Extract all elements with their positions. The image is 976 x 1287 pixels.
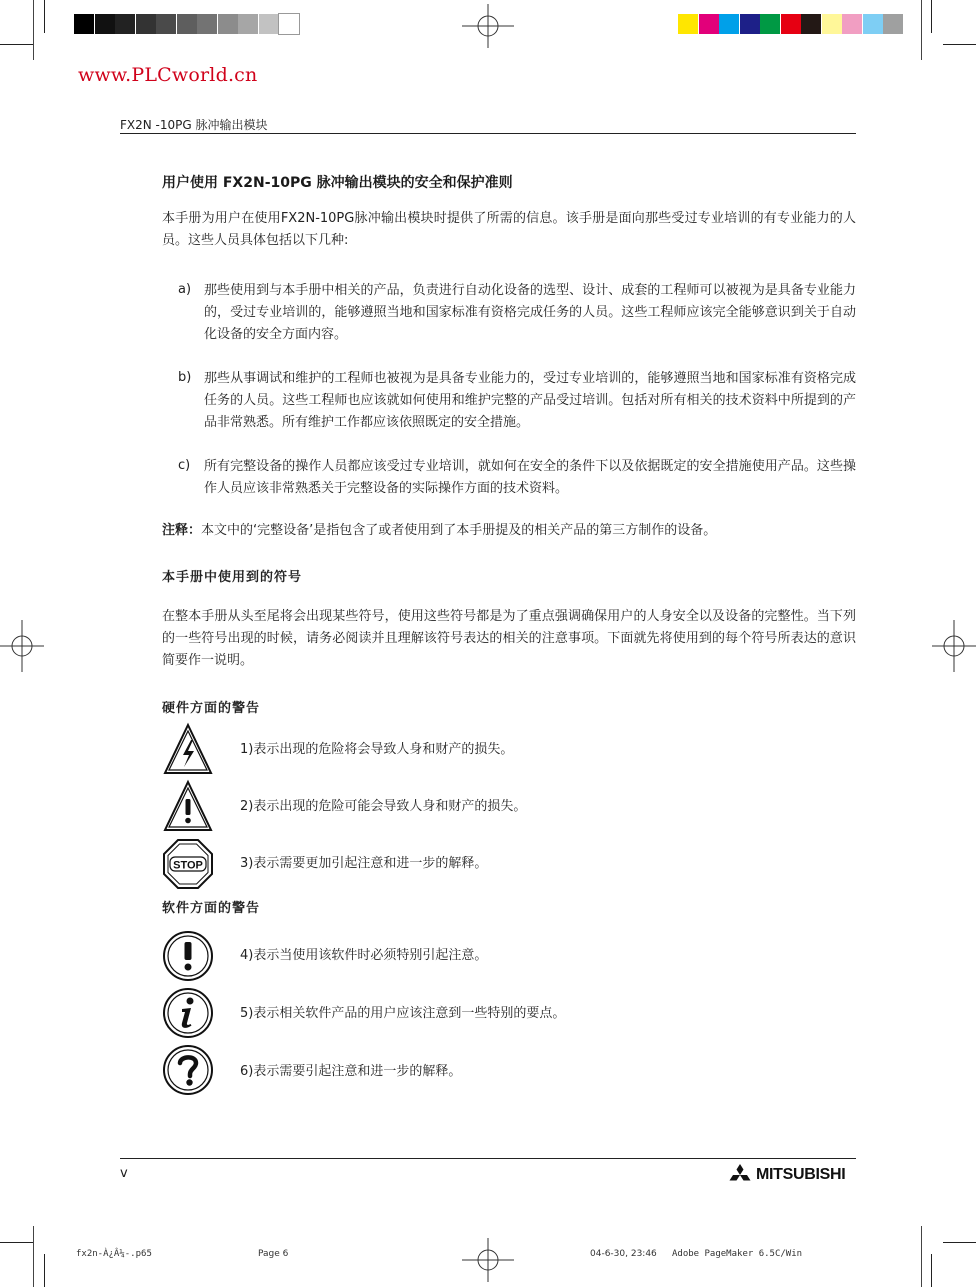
color-swatch <box>842 14 862 34</box>
symbols-intro: 在整本手册从头至尾将会出现某些符号，使用这些符号都是为了重点强调确保用户的人身安全以及设备的完整性。当下列的一些符号出现的时候，请务必阅读并且理解该符号表达的相关的注意事项。下面就先将使用到的每个符号所表达的意识简要作一说明。 <box>162 609 856 668</box>
note <box>162 520 856 542</box>
gray-swatch <box>136 14 156 34</box>
gray-swatch <box>279 14 299 34</box>
intro-paragraph: 本手册为用户在使用FX2N-10PG脉冲输出模块时提供了所需的信息。该手册是面向那些受过专业培训的有专业能力的人员。这些人员具体包括以下几种: <box>162 211 856 248</box>
list-item-label: b) <box>178 370 192 385</box>
question-icon <box>162 1044 214 1096</box>
symbols-heading: 本手册中使用到的符号 <box>162 570 303 585</box>
slug-file: fx2n-À¿Â¼-.p65 <box>76 1249 152 1259</box>
crop-mark <box>33 0 34 60</box>
electric-hazard-icon <box>162 722 214 776</box>
registration-mark <box>0 620 44 672</box>
color-swatch <box>678 14 698 34</box>
color-swatch <box>760 14 780 34</box>
stop-icon <box>162 838 214 890</box>
color-swatch <box>740 14 760 34</box>
running-header: FX2N -10PG 脉冲输出模块 <box>120 118 268 132</box>
note-text: 本文中的‘完整设备’是指包含了或者使用到了本手册提及的相关产品的第三方制作的设备。 <box>201 523 717 538</box>
gray-swatch <box>259 14 279 34</box>
list-item-label: a) <box>178 282 192 297</box>
software-heading: 软件方面的警告 <box>162 901 261 916</box>
symbol-description: 2)表示出现的危险可能会导致人身和财产的损失。 <box>240 799 527 814</box>
color-swatch <box>822 14 842 34</box>
gray-swatch <box>156 14 176 34</box>
list-item-text: 所有完整设备的操作人员都应该受过专业培训，就如何在安全的条件下以及依据既定的安全措施使用产品。这些操作人员应该非常熟悉关于完整设备的实际操作方面的技术资料。 <box>204 459 856 496</box>
note-label: 注释： <box>162 523 202 538</box>
crop-mark <box>33 1226 34 1287</box>
crop-mark <box>921 1226 922 1287</box>
registration-mark <box>932 620 976 672</box>
crop-mark <box>44 1254 45 1287</box>
symbol-description: 1)表示出现的危险将会导致人身和财产的损失。 <box>240 742 514 757</box>
crop-mark <box>0 44 33 45</box>
hardware-heading: 硬件方面的警告 <box>162 701 261 716</box>
gray-swatch <box>74 14 94 34</box>
crop-mark <box>931 0 932 33</box>
color-swatch <box>883 14 903 34</box>
header-rule <box>120 133 856 134</box>
crop-mark <box>943 1242 976 1243</box>
crop-mark <box>44 0 45 33</box>
slug-page: Page 6 <box>258 1249 289 1259</box>
gray-swatch <box>177 14 197 34</box>
site-url[interactable]: www.PLCworld.cn <box>78 64 258 86</box>
color-swatch <box>781 14 801 34</box>
three-diamonds-icon <box>728 1164 752 1186</box>
color-swatch <box>719 14 739 34</box>
stop-icon-label: STOP <box>173 859 203 872</box>
slug-date: 04-6-30, 23:46 <box>590 1249 657 1259</box>
symbol-description: 4)表示当使用该软件时必须特别引起注意。 <box>240 948 488 963</box>
mitsubishi-logo <box>728 1164 845 1186</box>
brand-name: MITSUBISHI <box>756 1166 846 1183</box>
gray-swatch <box>238 14 258 34</box>
color-swatch <box>699 14 719 34</box>
page-title: 用户使用 FX2N-10PG 脉冲输出模块的安全和保护准则 <box>162 175 513 191</box>
symbol-description: 6)表示需要引起注意和进一步的解释。 <box>240 1064 462 1079</box>
warning-icon <box>162 779 214 833</box>
gray-swatch <box>197 14 217 34</box>
list-item-label: c) <box>178 458 191 473</box>
gray-swatch <box>115 14 135 34</box>
list-item-text: 那些使用到与本手册中相关的产品，负责进行自动化设备的选型、设计、成套的工程师可以被视为是具备专业能力的，受过专业培训的，能够遵照当地和国家标准有资格完成任务的人员。这些工程师应该完全能够意识到关于自动化设备的安全方面内容。 <box>204 283 856 342</box>
slug-app: Adobe PageMaker 6.5C/Win <box>672 1249 803 1259</box>
list-item-text: 那些从事调试和维护的工程师也被视为是具备专业能力的，受过专业培训的，能够遵照当地和国家标准有资格完成任务的人员。这些工程师也应该就如何使用和维护完整的产品受过培训。包括对所有相关的技术资料中所提到的产品非常熟悉。所有维护工作都应该依照既定的安全措施。 <box>204 371 856 430</box>
footer-rule <box>120 1158 856 1159</box>
gray-swatch <box>95 14 115 34</box>
crop-mark <box>943 44 976 45</box>
symbol-description: 3)表示需要更加引起注意和进一步的解释。 <box>240 856 488 871</box>
crop-mark <box>931 1254 932 1287</box>
color-swatch <box>863 14 883 34</box>
info-icon <box>162 987 214 1039</box>
registration-mark <box>462 1238 514 1282</box>
symbol-description: 5)表示相关软件产品的用户应该注意到一些特别的要点。 <box>240 1006 566 1021</box>
color-swatch <box>801 14 821 34</box>
gray-swatch <box>218 14 238 34</box>
crop-mark <box>921 0 922 60</box>
exclamation-icon <box>162 930 214 982</box>
crop-mark <box>0 1242 33 1243</box>
registration-mark <box>462 4 514 48</box>
page-number: v <box>120 1166 128 1181</box>
